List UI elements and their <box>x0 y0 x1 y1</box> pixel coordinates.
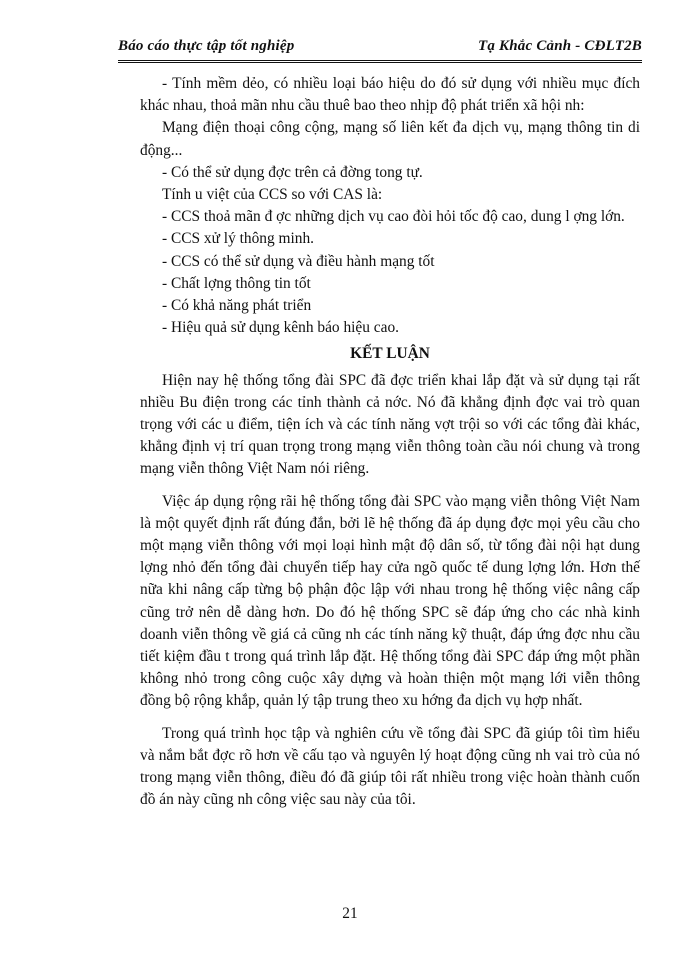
list-item: - Có khả năng phát triển <box>162 297 312 315</box>
conclusion-paragraph-2: Việc áp dụng rộng rãi hệ thống tổng đài SPC vào mạng viễn thông Việt Nam là một quyết định rất đúng đắn, bởi lẽ hệ thống đã áp dụng đợc mọi yêu cầu cho một mạng viễn thông với mọi loại hình mật độ dân số, từ tổng đài nội hạt dung lợng nhỏ đến tổng đài chuyển tiếp hay cửa ngõ quốc tế dung lợng lớn. Hơn thế nữa khi nâng cấp từng bộ phận độc lập với nhau trong hệ thống việc nâng cấp cũng trở nên dễ dàng hơn. Do đó hệ thống SPC sẽ đáp ứng cho các nhà kinh doanh viễn thông về giá cả cũng nh các tính năng kỹ thuật, đáp ứng đợc nhu cầu tiết kiệm đầu t trong quá trình lắp đặt. Hệ thống tổng đài SPC đáp ứng một phần không nhỏ trong công cuộc xây dựng và hoàn thiện một mạng lới viễn thông đồng bộ rộng khắp, quản lý tập trung theo xu hớng đa dịch vụ hợp nhất. <box>140 492 640 710</box>
list-item: - CCS xử lý thông minh. <box>162 230 315 248</box>
page-number: 21 <box>342 905 358 922</box>
list-item: - CCS thoả mãn đ ợc những dịch vụ cao đòi hỏi tốc độ cao, dung l ợng lớn. <box>162 208 625 226</box>
conclusion-paragraph-1: Hiện nay hệ thống tổng đài SPC đã đợc triển khai lắp đặt và sử dụng tại rất nhiều Bu điện trong các tỉnh thành cả nớc. Nó đã khẳng định đợc vai trò quan trọng với các u điểm, tiện ích và các tính năng vợt trội so với các tổng đài khác, khẳng định vị trí quan trọng trong mạng viễn thông toàn cầu nói chung và trong mạng viễn thông Việt Nam nói riêng. <box>140 371 640 478</box>
paragraph-flexibility: - Tính mềm dẻo, có nhiều loại báo hiệu do đó sử dụng với nhiều mục đích khác nhau, thoả mãn nhu cầu thuê bao theo nhịp độ phát triển xã hội nh: <box>140 75 640 115</box>
list-item: - Chất lợng thông tin tốt <box>162 274 311 292</box>
header-report-title: Báo cáo thực tập tốt nghiệp <box>118 38 295 54</box>
list-item: - Hiệu quả sử dụng kênh báo hiệu cao. <box>162 319 399 337</box>
conclusion-paragraph-3: Trong quá trình học tập và nghiên cứu về tổng đài SPC đã giúp tôi tìm hiểu và nắm bắt đợc rõ hơn về cấu tạo và nguyên lý hoạt động cũng nh vai trò của nó trong mạng viễn thông, điều đó đã giúp tôi rất nhiều trong việc hoàn thành cuốn đồ án này cũng nh công việc sau này của tôi. <box>140 724 640 809</box>
header-author: Tạ Khắc Cảnh - CĐLT2B <box>478 38 642 54</box>
paragraph-usage: - Có thể sử dụng đợc trên cả đờng tong tự. <box>162 163 423 181</box>
page-header <box>118 36 642 63</box>
list-item: - CCS có thể sử dụng và điều hành mạng tốt <box>162 252 435 270</box>
paragraph-advantages-intro: Tính u việt của CCS so với CAS là: <box>162 186 383 204</box>
conclusion-heading: KẾT LUẬN <box>350 345 430 363</box>
document-body <box>140 73 640 812</box>
paragraph-network-types: Mạng điện thoại công cộng, mạng số liên kết đa dịch vụ, mạng thông tin di động... <box>140 119 640 159</box>
